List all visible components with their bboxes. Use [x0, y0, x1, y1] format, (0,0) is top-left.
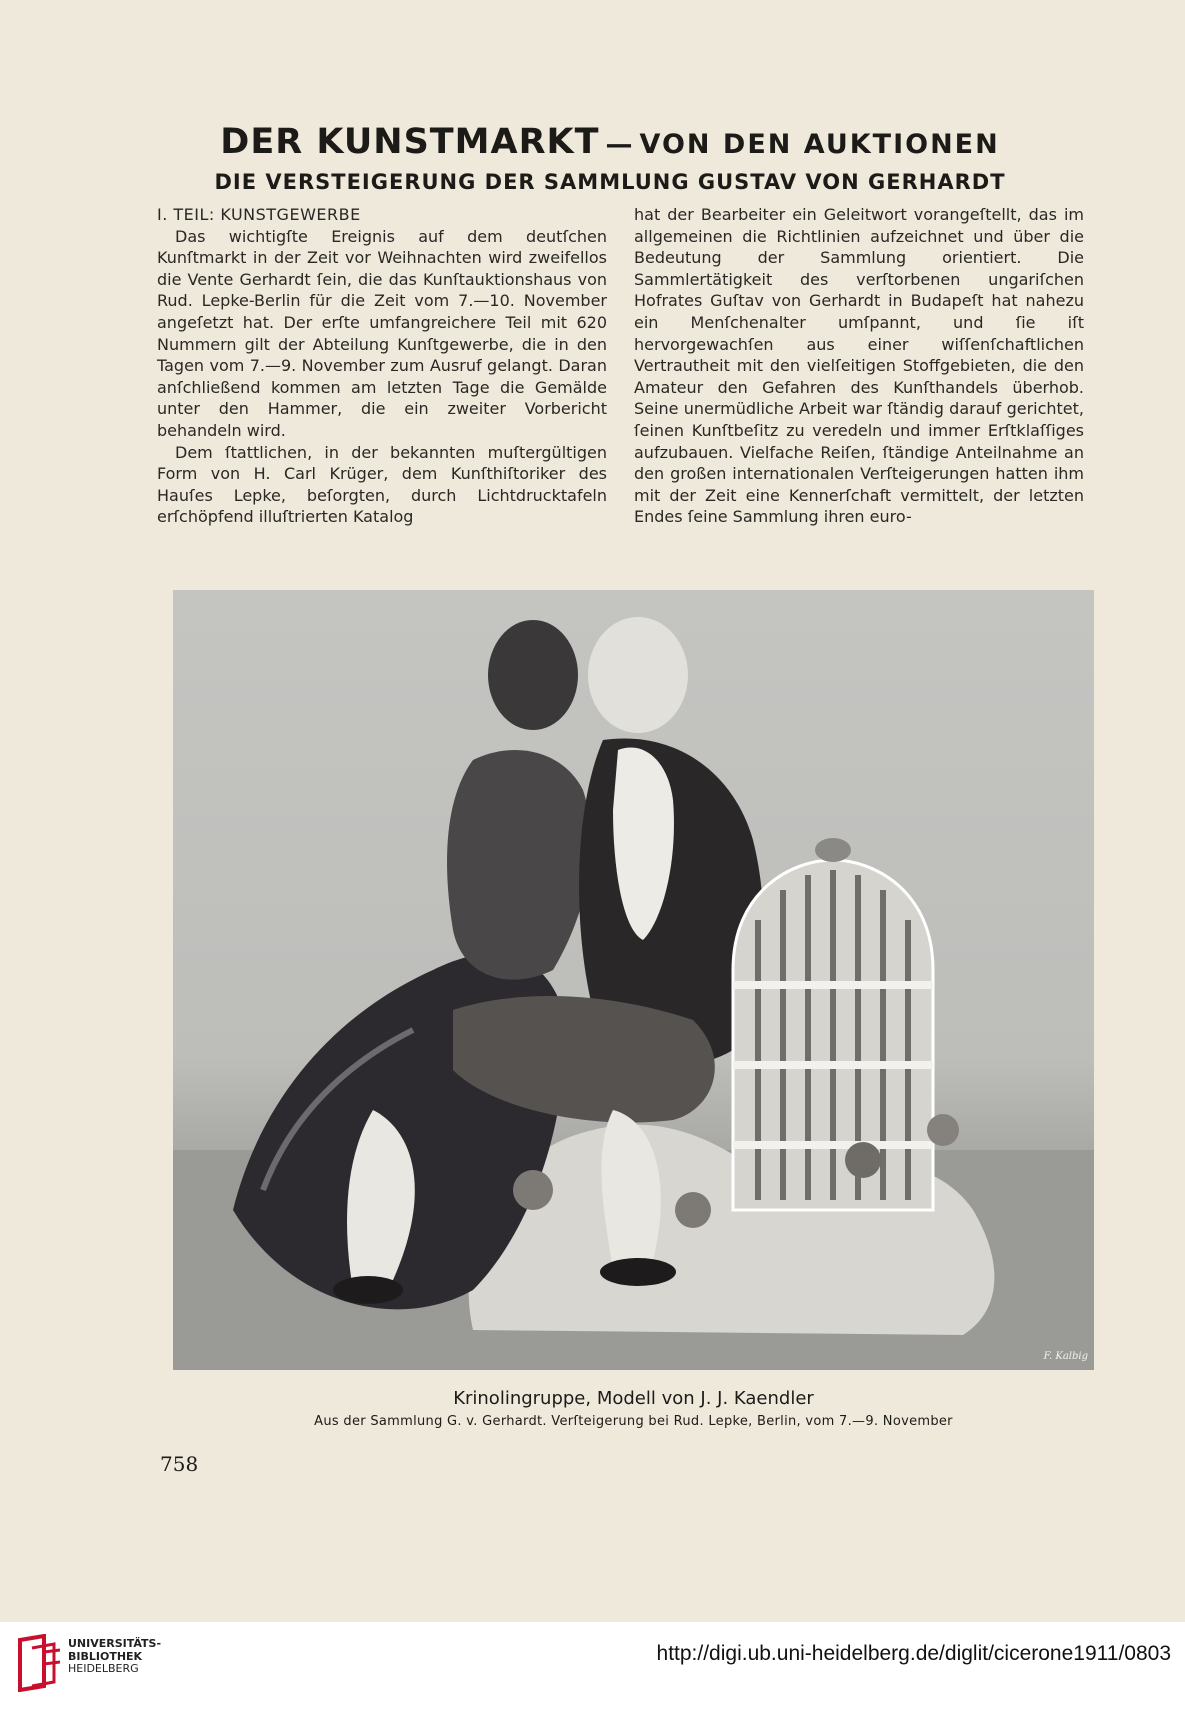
woman-head	[488, 620, 578, 730]
page-title	[130, 122, 1090, 162]
library-name-line: UNIVERSITÄTS-	[68, 1637, 162, 1650]
photographer-signature: F. Kalbig	[1043, 1351, 1088, 1362]
library-name-line: BIBLIOTHEK	[68, 1649, 143, 1663]
flower	[513, 1170, 553, 1210]
footer-bar	[0, 1622, 1185, 1711]
paragraph: Das wichtigſte Ereignis auf dem deutſchen Kunſtmarkt in der Zeit vor Weihnachten wird zweifellos die Vente Gerhardt ſein, die das Kunſtauktionshaus von Rud. Lepke-Berlin für die Zeit vom 7.—10. November angeſetzt hat. Der erſte umfangreichere Teil mit 620 Nummern gilt der Abteilung Kunſtgewerbe, die in den Tagen vom 7.—9. November zum Ausruf gelangt. Daran anſchließend kommen am letzten Tage die Gemälde unter den Hammer, die ein zweiter Vorbericht behandeln wird.	[157, 226, 607, 440]
title-main: DER KUNSTMARKT	[220, 122, 600, 162]
paragraph: hat der Bearbeiter ein Geleitwort vorangeſtellt, das im allgemeinen die Richtlinien aufzeichnet und über die Bedeutung der Sammlung orientiert. Die Sammlertätigkeit des verſtorbenen ungariſchen Hofrates Guſtav von Gerhardt in Budapeſt hat nahezu ein Menſchenalter umſpannt, und ſie iſt hervorgewachſen aus einer wiſſenſchaftlichen Vertrautheit mit den vielſeitigen Stoffgebieten, die den Amateur den Gefahren des Kunſthandels überhob. Seine unermüdliche Arbeit war ſtändig darauf gerichtet, ſeinen Kunſtbeſitz zu veredeln und immer Erſtklaſſiges aufzubauen. Vielfache Reiſen, ſtändige Anteilnahme an den großen internationalen Verſteigerungen hatten ihm mit der Zeit eine Kennerſchaft vermittelt, der letzten Endes ſeine Sammlung ihren euro-	[634, 205, 1084, 527]
figure-photo	[173, 590, 1094, 1370]
title-dash: —	[605, 129, 634, 160]
article-column-right	[634, 204, 1084, 528]
flower	[927, 1114, 959, 1146]
library-name	[68, 1638, 161, 1676]
woman-bodice	[447, 750, 591, 980]
library-logo-icon[interactable]	[14, 1634, 64, 1692]
flower	[845, 1142, 881, 1178]
shoe-left	[333, 1276, 403, 1304]
figure-credit: Aus der Sammlung G. v. Gerhardt. Verſteigerung bei Rud. Lepke, Berlin, vom 7.—9. November	[314, 1414, 953, 1429]
library-name-line: HEIDELBERG	[68, 1662, 139, 1675]
figure-caption: Krinolingruppe, Modell von J. J. Kaendler	[453, 1388, 814, 1409]
cage-top	[815, 838, 851, 862]
page-number: 758	[160, 1452, 199, 1476]
shoe-right	[600, 1258, 676, 1286]
cage-bars	[758, 870, 908, 1200]
man-head	[588, 617, 688, 733]
source-url-link[interactable]: http://digi.ub.uni-heidelberg.de/diglit/cicerone1911/0803	[656, 1642, 1171, 1665]
title-rest: VON DEN AUKTIONEN	[639, 129, 1000, 160]
flower	[675, 1192, 711, 1228]
article-subtitle: DIE VERSTEIGERUNG DER SAMMLUNG GUSTAV VON GERHARDT	[214, 170, 1006, 194]
section-heading: I. TEIL: KUNSTGEWERBE	[157, 205, 361, 224]
article-column-left	[157, 204, 607, 528]
porcelain-figure-image	[173, 590, 1094, 1370]
paragraph: Dem ſtattlichen, in der bekannten muſtergültigen Form von H. Carl Krüger, dem Kunſthiſtoriker des Hauſes Lepke, beſorgten, durch Lichtdrucktafeln erſchöpfend illuſtrierten Katalog	[157, 442, 607, 527]
